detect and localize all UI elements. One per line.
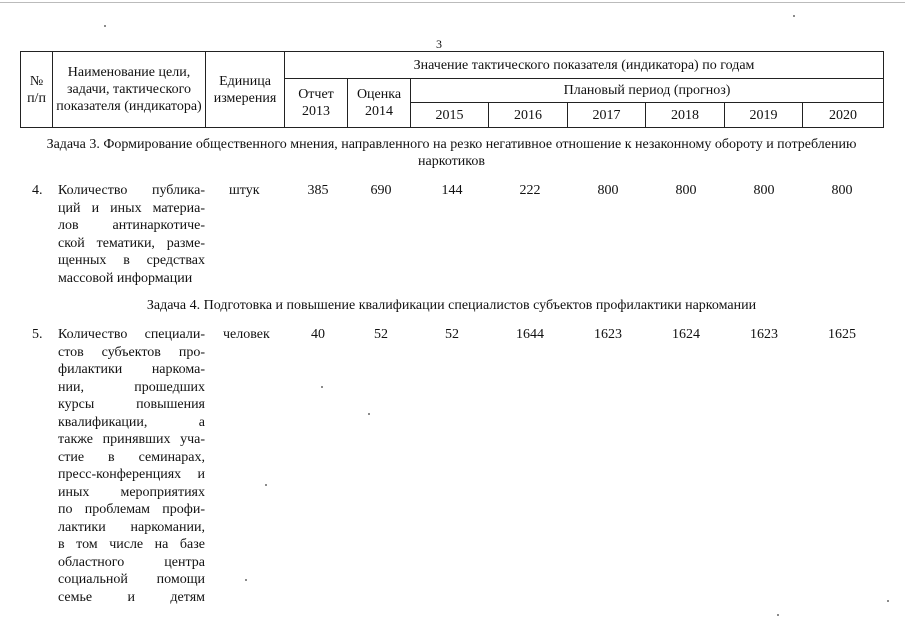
value-cell: 800 (597, 183, 619, 198)
value-cell: 385 (307, 183, 329, 198)
year-header: 2016 (489, 103, 568, 128)
value-cell: 222 (519, 183, 541, 198)
row-number: 4. (32, 183, 43, 198)
value-cell: 144 (441, 183, 463, 198)
unit-cell: штук (229, 183, 260, 198)
year-header: 2020 (803, 103, 884, 128)
year-header: 2015 (411, 103, 489, 128)
value-cell: 52 (445, 327, 459, 342)
value-cell: 40 (311, 327, 325, 342)
scan-speck (368, 413, 370, 415)
col-values-title: Значение тактического показателя (индикатора) по годам (285, 52, 884, 79)
col-num-header: № п/п (21, 52, 53, 128)
unit-cell: человек (223, 327, 270, 342)
value-cell: 800 (753, 183, 775, 198)
scan-speck (321, 386, 323, 388)
scan-speck (245, 579, 247, 581)
task-3-heading: Задача 3. Формирование общественного мнения, направленного на резко негативное отношение к незаконному обороту и потреблению наркотиков (46, 137, 857, 169)
value-cell: 1625 (828, 327, 856, 342)
value-cell: 690 (370, 183, 392, 198)
indicator-name: Количество специали- стов субъектов про- филактики наркома- нии, прошедших курсы повышения квалификации, а также принявших уча- стие в семинарах, пресс-конференциях и иных мероприятиях по проблемам профи- лактики наркомании, в том числе на базе областного центра социальной помощи семье и детям (58, 327, 205, 605)
indicator-name: Количество публика- ций и иных материа- лов антинаркотиче- ской тематики, разме- щенных в средствах массовой информации (58, 183, 205, 286)
task-4-heading: Задача 4. Подготовка и повышение квалификации специалистов субъектов профилактики наркомании (146, 298, 757, 313)
value-cell: 800 (675, 183, 697, 198)
col-name-header: Наименование цели, задачи, тактического показателя (индикатора) (53, 52, 206, 128)
value-cell: 1623 (594, 327, 622, 342)
scan-speck (777, 614, 779, 616)
value-cell: 52 (374, 327, 388, 342)
col-unit-header: Единица измерения (206, 52, 285, 128)
scan-speck (104, 25, 106, 27)
col-plan-header: Плановый период (прогноз) (411, 79, 884, 103)
header-table (20, 51, 884, 128)
value-cell: 800 (831, 183, 853, 198)
value-cell: 1644 (516, 327, 544, 342)
scan-speck (887, 600, 889, 602)
page-number: 3 (436, 37, 442, 51)
page-edge-line (0, 2, 905, 3)
value-cell: 1623 (750, 327, 778, 342)
year-header: 2017 (568, 103, 646, 128)
value-cell: 1624 (672, 327, 700, 342)
col-report-header: Отчет 2013 (285, 79, 348, 128)
row-number: 5. (32, 327, 43, 342)
scan-speck (793, 15, 795, 17)
year-header: 2018 (646, 103, 725, 128)
year-header: 2019 (725, 103, 803, 128)
col-estimate-header: Оценка 2014 (348, 79, 411, 128)
scan-speck (265, 484, 267, 486)
